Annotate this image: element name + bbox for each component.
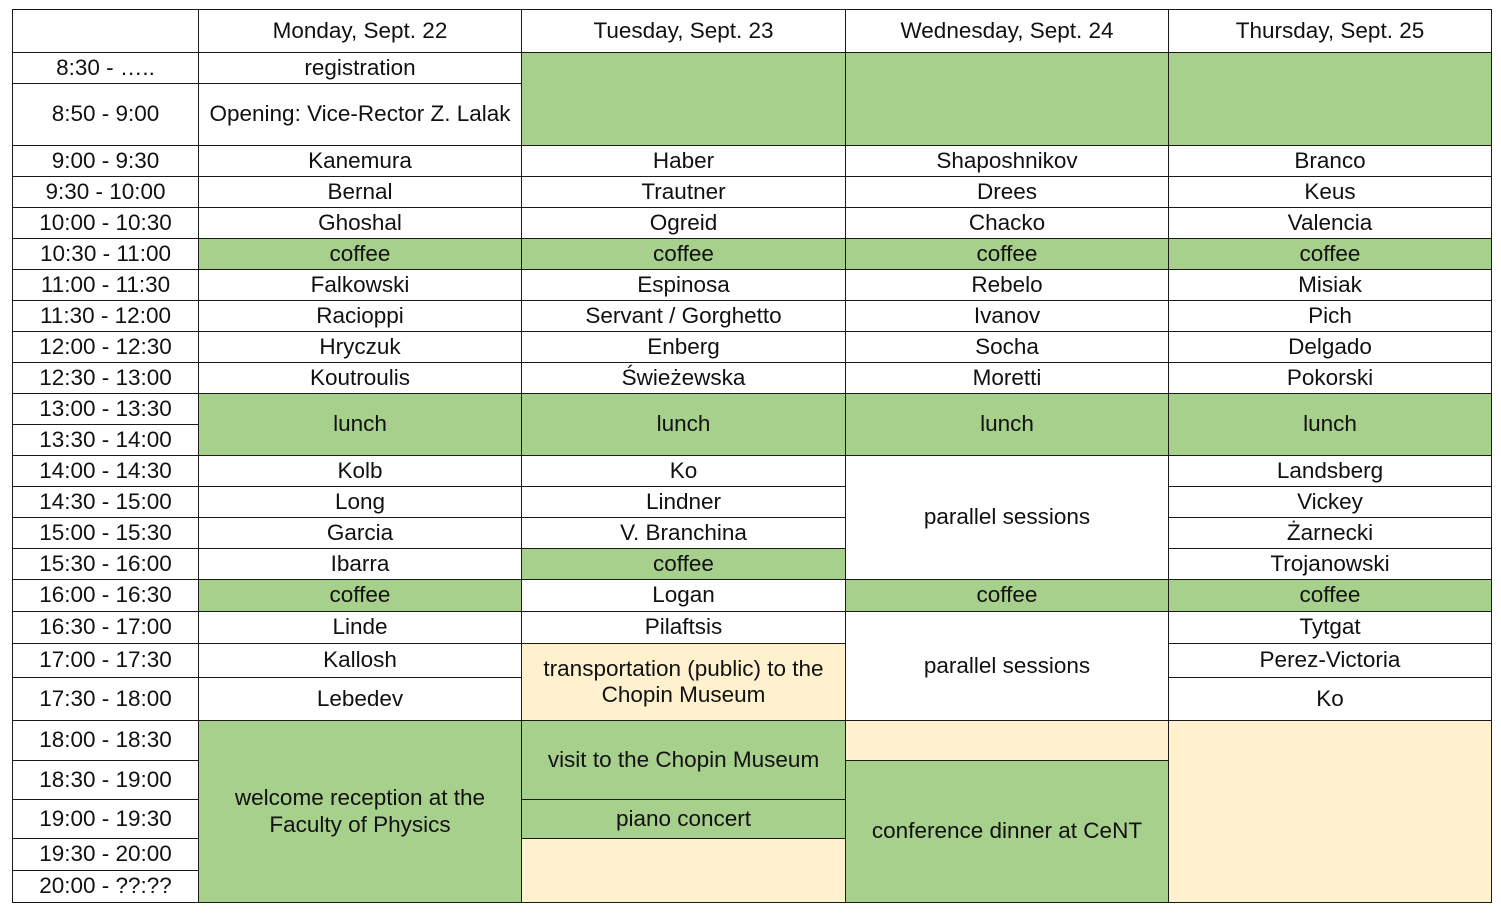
talk-cell: Ko — [522, 456, 846, 487]
coffee-cell: coffee — [846, 580, 1169, 612]
parallel-sessions-cell: parallel sessions — [846, 612, 1169, 721]
talk-cell: Trojanowski — [1169, 549, 1492, 580]
talk-cell: Tytgat — [1169, 612, 1492, 644]
talk-cell: Landsberg — [1169, 456, 1492, 487]
time-label: 16:30 - 17:00 — [13, 612, 199, 644]
time-label: 12:30 - 13:00 — [13, 363, 199, 394]
talk-cell: Haber — [522, 146, 846, 177]
coffee-cell: coffee — [199, 239, 522, 270]
time-row — [13, 612, 1492, 644]
lunch-cell: lunch — [522, 394, 846, 456]
time-row — [13, 146, 1492, 177]
lunch-cell: lunch — [846, 394, 1169, 456]
time-row — [13, 208, 1492, 239]
time-label: 19:00 - 19:30 — [13, 800, 199, 839]
talk-cell: Garcia — [199, 518, 522, 549]
talk-cell: Ko — [1169, 678, 1492, 721]
talk-cell: Pilaftsis — [522, 612, 846, 644]
talk-cell: Ogreid — [522, 208, 846, 239]
time-label: 8:50 - 9:00 — [13, 84, 199, 146]
time-row — [13, 177, 1492, 208]
time-row — [13, 363, 1492, 394]
talk-cell: Espinosa — [522, 270, 846, 301]
empty-green-cell — [846, 53, 1169, 146]
schedule-table — [12, 9, 1492, 903]
talk-cell: Kallosh — [199, 644, 522, 678]
talk-cell: Linde — [199, 612, 522, 644]
time-label: 16:00 - 16:30 — [13, 580, 199, 612]
time-row — [13, 394, 1492, 425]
talk-cell: Kanemura — [199, 146, 522, 177]
time-label: 8:30 - ….. — [13, 53, 199, 84]
talk-cell: Enberg — [522, 332, 846, 363]
empty-green-cell — [522, 53, 846, 146]
talk-cell: Kolb — [199, 456, 522, 487]
time-label: 18:00 - 18:30 — [13, 721, 199, 761]
time-row — [13, 644, 1492, 678]
talk-cell: Bernal — [199, 177, 522, 208]
time-label: 10:00 - 10:30 — [13, 208, 199, 239]
museum-visit-cell: visit to the Chopin Museum — [522, 721, 846, 800]
time-row — [13, 518, 1492, 549]
talk-cell: Misiak — [1169, 270, 1492, 301]
time-row — [13, 456, 1492, 487]
registration-cell: registration — [199, 53, 522, 84]
time-label: 10:30 - 11:00 — [13, 239, 199, 270]
time-row — [13, 270, 1492, 301]
time-label: 9:00 - 9:30 — [13, 146, 199, 177]
talk-cell: Long — [199, 487, 522, 518]
talk-cell: Hryczuk — [199, 332, 522, 363]
day-header-tuesday: Tuesday, Sept. 23 — [522, 10, 846, 53]
time-label: 17:00 - 17:30 — [13, 644, 199, 678]
piano-concert-cell: piano concert — [522, 800, 846, 839]
time-label: 11:00 - 11:30 — [13, 270, 199, 301]
time-row — [13, 332, 1492, 363]
empty-green-cell — [1169, 53, 1492, 146]
talk-cell: Ivanov — [846, 301, 1169, 332]
day-header-wednesday: Wednesday, Sept. 24 — [846, 10, 1169, 53]
talk-cell: Delgado — [1169, 332, 1492, 363]
empty-cream-cell — [522, 839, 846, 903]
time-row — [13, 549, 1492, 580]
talk-cell: V. Branchina — [522, 518, 846, 549]
talk-cell: Lebedev — [199, 678, 522, 721]
time-row — [13, 721, 1492, 761]
day-header-thursday: Thursday, Sept. 25 — [1169, 10, 1492, 53]
time-row — [13, 239, 1492, 270]
time-label: 15:00 - 15:30 — [13, 518, 199, 549]
coffee-cell: coffee — [1169, 239, 1492, 270]
time-row — [13, 580, 1492, 612]
time-label: 9:30 - 10:00 — [13, 177, 199, 208]
talk-cell: Valencia — [1169, 208, 1492, 239]
talk-cell: Ghoshal — [199, 208, 522, 239]
talk-cell: Żarnecki — [1169, 518, 1492, 549]
time-row — [13, 301, 1492, 332]
time-label: 13:30 - 14:00 — [13, 425, 199, 456]
transportation-cell: transportation (public) to the Chopin Museum — [522, 644, 846, 721]
talk-cell: Lindner — [522, 487, 846, 518]
talk-cell: Chacko — [846, 208, 1169, 239]
talk-cell: Keus — [1169, 177, 1492, 208]
talk-cell: Branco — [1169, 146, 1492, 177]
talk-cell: Vickey — [1169, 487, 1492, 518]
corner-cell — [13, 10, 199, 53]
talk-cell: Servant / Gorghetto — [522, 301, 846, 332]
talk-cell: Socha — [846, 332, 1169, 363]
time-label: 12:00 - 12:30 — [13, 332, 199, 363]
empty-cream-cell — [846, 721, 1169, 761]
time-row — [13, 487, 1492, 518]
coffee-cell: coffee — [522, 549, 846, 580]
lunch-cell: lunch — [1169, 394, 1492, 456]
talk-cell: Trautner — [522, 177, 846, 208]
time-label: 18:30 - 19:00 — [13, 761, 199, 800]
talk-cell: Ibarra — [199, 549, 522, 580]
conference-dinner-cell: conference dinner at CeNT — [846, 761, 1169, 903]
welcome-reception-cell: welcome reception at the Faculty of Physics — [199, 721, 522, 903]
time-label: 17:30 - 18:00 — [13, 678, 199, 721]
time-label: 14:00 - 14:30 — [13, 456, 199, 487]
talk-cell: Shaposhnikov — [846, 146, 1169, 177]
empty-cream-cell — [1169, 721, 1492, 903]
talk-cell: Świeżewska — [522, 363, 846, 394]
time-row — [13, 53, 1492, 84]
parallel-sessions-cell: parallel sessions — [846, 456, 1169, 580]
talk-cell: Logan — [522, 580, 846, 612]
talk-cell: Pokorski — [1169, 363, 1492, 394]
lunch-cell: lunch — [199, 394, 522, 456]
coffee-cell: coffee — [846, 239, 1169, 270]
talk-cell: Moretti — [846, 363, 1169, 394]
time-label: 15:30 - 16:00 — [13, 549, 199, 580]
coffee-cell: coffee — [522, 239, 846, 270]
talk-cell: Drees — [846, 177, 1169, 208]
talk-cell: Racioppi — [199, 301, 522, 332]
talk-cell: Pich — [1169, 301, 1492, 332]
talk-cell: Perez-Victoria — [1169, 644, 1492, 678]
header-row — [13, 10, 1492, 53]
time-label: 20:00 - ??:?? — [13, 871, 199, 903]
talk-cell: Koutroulis — [199, 363, 522, 394]
time-label: 14:30 - 15:00 — [13, 487, 199, 518]
time-label: 13:00 - 13:30 — [13, 394, 199, 425]
talk-cell: Falkowski — [199, 270, 522, 301]
coffee-cell: coffee — [199, 580, 522, 612]
time-label: 11:30 - 12:00 — [13, 301, 199, 332]
time-label: 19:30 - 20:00 — [13, 839, 199, 871]
coffee-cell: coffee — [1169, 580, 1492, 612]
day-header-monday: Monday, Sept. 22 — [199, 10, 522, 53]
talk-cell: Rebelo — [846, 270, 1169, 301]
opening-cell: Opening: Vice-Rector Z. Lalak — [199, 84, 522, 146]
